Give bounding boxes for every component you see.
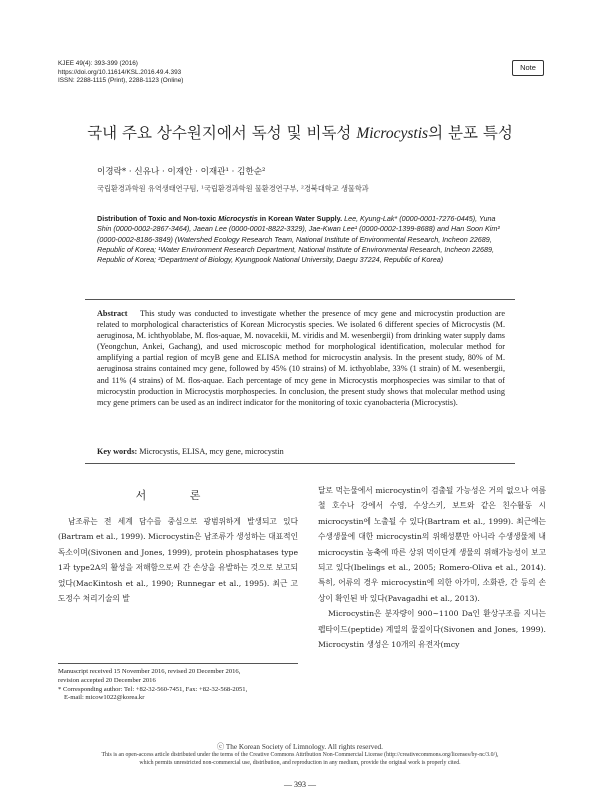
note-badge: Note	[512, 60, 544, 76]
page-number: — 393 —	[284, 780, 316, 789]
doi-link[interactable]: https://doi.org/10.11614/KSL.2016.49.4.393	[58, 68, 182, 76]
abstract	[97, 308, 505, 408]
issn: ISSN: 2288-1115 (Print), 2288-1123 (Online)	[58, 77, 184, 85]
license-footer	[50, 742, 550, 768]
section-heading: 서 론	[135, 489, 221, 502]
corresponding-email[interactable]: E-mail: micow1022@korea.kr	[64, 694, 145, 702]
paragraph: 남조류는 전 세계 담수를 중심으로 광범위하게 발생되고 있다(Bartram et al., 1999). Microcystin은 남조류가 생성하는 대표적인 독소이며(Sivonen and Jones, 1999), protein phosphatases type 1과 type2A의 활성을 저해함으로써 간 손상을 유발하는 것으로 보고되었다(MacKintosh et al., 1990; Runnegar et al., 1995). 최근 고도정수 처리기술의 발	[58, 517, 298, 604]
paragraph: Microcystin은 분자량이 900~1100 Da인 환상구조를 지니는 펩타이드(peptide) 계열의 물질이다(Sivonen and Jones, 1999). Microcystin 생성은 10개의 유전자(mcy	[318, 609, 546, 650]
manuscript-info: Manuscript received 15 November 2016, revised 20 December 2016, revision accepted 20 December 2016 * Corresponding author: Tel: +82-32-560-7451, Fax: +82-32-568-2051, E-mail: micow1022@korea.kr	[58, 668, 303, 703]
license-line: This is an open-access article distributed under the terms of the Creative Commons Attribution Non-Commercial License (http://creativecommons.org/licenses/by-nc/3.0/),	[101, 752, 499, 758]
abstract-label: Abstract	[97, 309, 128, 318]
paragraph: 달로 먹는물에서 microcystin이 검출될 가능성은 거의 없으나 여름철 호수나 강에서 수영, 수상스키, 보트와 같은 친수활동 시 microcystin에 노출될 수 있다(Bartram et al., 1999). 최근에는 수생생물에 대한 microcystin의 위해성뿐만 아니라 수생생물체 내 microcystin 농축에 따른 상위 먹이단계 생물의 위해가능성이 보고되고 있다(Ibelings et al., 2005; Romero-Oliva et al., 2014). 특히, 어류의 경우 microcystin에 의한 아가미, 소화관, 간 등의 손상이 확인된 바 있다(Pavagadhi et al., 2013).	[318, 486, 546, 603]
footnote-rule	[58, 663, 298, 664]
paper-title: 국내 주요 상수원지에서 독성 및 비독성 Microcystis의 분포 특성	[87, 124, 513, 142]
body-column-left	[58, 514, 298, 606]
affiliation: 국립환경과학원 유역생태연구팀, ¹국립환경과학원 물환경연구부, ²경북대학교 생물학과	[97, 184, 369, 193]
abstract-text: This study was conducted to investigate whether the presence of mcy gene and microcystin production are related to morphological characteristics of Korean Microcystis species. We isolated 6 different species of Microcystis (M. aeruginosa, M. ichthyoblabe, M. flos-aquae, M. novacekii, M. viridis and M. wesenbergii) from drinking water supply dams (Yeongchun, Ankei, Gachang), and used microscopic method for morphological identification, molecular method for amplifying a partial region of mcyB gene and ELISA method for microcystin analysis. In the present study, 80% of M. aeruginosa strains contained mcy gene, followed by 45% (10 strains) of M. icthyoblabe, 33% (1 strain) of M. wesenbergii, and 11% (4 strains) of M. flos-aquae. Each percentage of mcy gene in Microcystis morphospecies was similar to that of microcystin production in Microcystis morphospecies. In conclusion, the present study shows that molecular method using mcy gene primers can be used as an indirect indicator for the monitoring of toxic cyanobacteria (Microcystis).	[97, 309, 506, 407]
body-column-right	[318, 483, 546, 652]
license-line: which permits unrestricted non-commercial use, distribution, and reproduction in any medium, provide the original work is properly cited.	[139, 759, 461, 766]
abstract-top-rule	[85, 299, 515, 300]
english-title-block: Distribution of Toxic and Non-toxic Microcystis in Korean Water Supply. Lee, Kyung-Lak* (0000-0001-7276-0445), Yuna Shin (0000-0002-2867-3464), Jaean Lee (0000-0001-8822-3329), Jae-Kwan Lee¹ (0000-0002-1399-8688) and Han Soon Kim² (0000-0002-8186-3849) (Watershed Ecology Research Team, National Institute of Environmental Research, Incheon 22689, Republic of Korea; ¹Water Environment Research Department, National Institute of Environmental Research, Incheon 22689, Republic of Korea; ²Department of Biology, Kyungpook National University, Daegu 37224, Republic of Korea)	[97, 214, 500, 265]
journal-citation: KJEE 49(4): 393-399 (2016)	[58, 60, 138, 67]
copyright: ⓒ The Korean Society of Limnology. All rights reserved.	[217, 743, 383, 751]
abstract-bottom-rule	[85, 463, 515, 464]
keywords: Key words: Microcystis, ELISA, mcy gene, microcystin	[97, 447, 284, 456]
author-list: 이경락* · 신유나 · 이재안 · 이재관¹ · 김한순²	[97, 167, 266, 177]
journal-header	[58, 60, 183, 86]
